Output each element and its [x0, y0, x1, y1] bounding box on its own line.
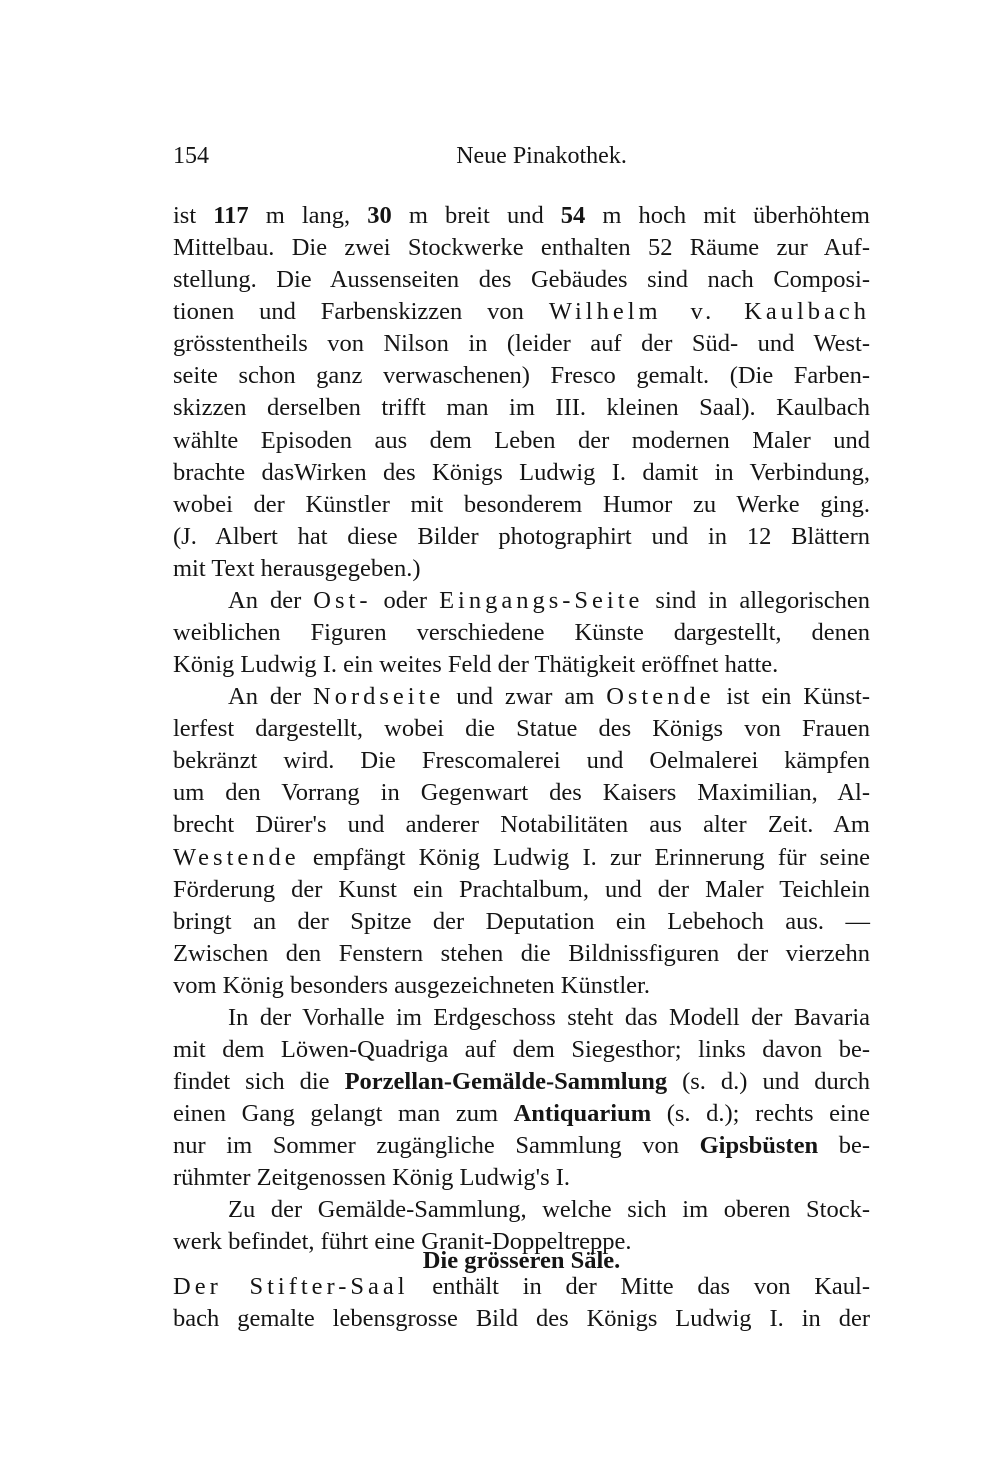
- text-line: [173, 488, 870, 521]
- text-run: mit dem Löwen-Quadriga auf dem Siegesthor; links davon be-: [173, 1036, 870, 1063]
- text-run: Zu der Gemälde-Sammlung, welche sich im oberen Stock-: [228, 1196, 870, 1223]
- text-run: m breit und: [391, 202, 561, 229]
- text-line: [173, 1033, 870, 1066]
- text-run: werk befindet, führt eine Granit-Doppeltreppe.: [173, 1228, 632, 1255]
- text-run: brecht Dürer's und anderer Notabilitäten aus alter Zeit. Am: [173, 811, 870, 838]
- text-line: [173, 295, 870, 328]
- text-run: lerfest dargestellt, wobei die Statue des Königs von Frauen: [173, 715, 870, 742]
- text-run: ist ein Künst-: [714, 683, 870, 710]
- text-line: [173, 1065, 870, 1098]
- text-run: skizzen derselben trifft man im III. kleinen Saal). Kaulbach: [173, 394, 870, 421]
- text-line: [173, 231, 870, 264]
- bold-term: 30: [367, 202, 392, 229]
- text-run: rühmter Zeitgenossen König Ludwig's I.: [173, 1164, 571, 1191]
- bold-term: Antiquarium: [513, 1100, 652, 1127]
- text-run: In der Vorhalle im Erdgeschoss steht das Modell der Bavaria: [228, 1004, 870, 1031]
- text-run: nur im Sommer zugängliche Sammlung von: [173, 1132, 700, 1159]
- text-run: oder: [371, 587, 440, 614]
- text-line: [173, 327, 870, 360]
- text-run: ist: [173, 202, 214, 229]
- text-line: [173, 1270, 870, 1303]
- text-line: [228, 584, 870, 617]
- text-run: grösstentheils von Nilson in (leider auf der Süd- und West-: [173, 330, 870, 357]
- running-title: Neue Pinakothek.: [456, 143, 627, 169]
- text-run: tionen und Farbenskizzen von: [173, 298, 549, 325]
- text-line: [173, 937, 870, 970]
- text-run: Mittelbau. Die zwei Stockwerke enthalten 52 Räume zur Auf-: [173, 234, 870, 261]
- spaced-term: Ostende: [606, 683, 715, 710]
- bold-term: 117: [213, 202, 249, 229]
- text-line: [228, 1001, 870, 1034]
- text-run: vom König besonders ausgezeichneten Künstler.: [173, 972, 650, 999]
- text-run: stellung. Die Aussenseiten des Gebäudes sind nach Composi-: [173, 266, 870, 293]
- spaced-term: Eingangs-Seite: [439, 587, 644, 614]
- text-run: brachte dasWirken des Königs Ludwig I. damit in Verbindung,: [173, 459, 870, 486]
- text-line: [173, 424, 870, 457]
- text-run: findet sich die: [173, 1068, 345, 1095]
- text-line: [173, 1302, 870, 1335]
- page-number: 154: [173, 143, 209, 169]
- text-line: [173, 776, 870, 809]
- text-line: [173, 873, 870, 906]
- text-line: [173, 969, 870, 1002]
- text-run: Förderung der Kunst ein Prachtalbum, und der Maler Teichlein: [173, 876, 870, 903]
- text-line: [173, 648, 870, 681]
- text-run: An der: [228, 587, 314, 614]
- text-run: (s. d.); rechts eine: [651, 1100, 870, 1127]
- spaced-term: Der Stifter-Saal: [173, 1273, 409, 1300]
- text-run: (J. Albert hat diese Bilder photographirt und in 12 Blättern: [173, 523, 870, 550]
- bold-term: Die grösseren Säle.: [422, 1247, 621, 1274]
- text-run: mit Text herausgegeben.): [173, 555, 421, 582]
- text-run: (s. d.) und durch: [667, 1068, 871, 1095]
- text-run: seite schon ganz verwaschenen) Fresco gemalt. (Die Farben-: [173, 362, 870, 389]
- spaced-term: Wilhelm v. Kaulbach: [548, 298, 870, 325]
- text-line: [173, 808, 870, 841]
- text-run: An der: [228, 683, 314, 710]
- text-run: weiblichen Figuren verschiedene Künste dargestellt, denen: [173, 619, 870, 646]
- text-line: [173, 1097, 870, 1130]
- text-line: [228, 1193, 870, 1226]
- text-run: m hoch mit überhöhtem: [585, 202, 870, 229]
- text-line: [173, 905, 870, 938]
- text-line: [173, 520, 870, 553]
- text-line: [173, 263, 870, 296]
- text-run: Zwischen den Fenstern stehen die Bildnissfiguren der vierzehn: [173, 940, 870, 967]
- text-run: einen Gang gelangt man zum: [173, 1100, 514, 1127]
- bold-term: Gipsbüsten: [699, 1132, 819, 1159]
- text-run: wobei der Künstler mit besonderem Humor zu Werke ging.: [173, 491, 870, 518]
- spaced-term: Nordseite: [313, 683, 445, 710]
- bold-term: 54: [560, 202, 586, 229]
- text-run: um den Vorrang in Gegenwart des Kaisers Maximilian, Al-: [173, 779, 870, 806]
- text-line: [173, 456, 870, 489]
- text-run: sind in allegorischen: [643, 587, 870, 614]
- text-run: bringt an der Spitze der Deputation ein Lebehoch aus. —: [173, 908, 870, 935]
- text-run: bach gemalte lebensgrosse Bild des Königs Ludwig I. in der: [173, 1305, 870, 1332]
- text-line: [173, 744, 870, 777]
- text-run: enthält in der Mitte das von Kaul-: [408, 1273, 870, 1300]
- page-header: [173, 138, 870, 174]
- text-run: und zwar am: [444, 683, 607, 710]
- text-line: [173, 616, 870, 649]
- text-line: [228, 680, 870, 713]
- spaced-term: Westende: [173, 844, 300, 871]
- text-line: [173, 1161, 870, 1194]
- text-line: [173, 1129, 870, 1162]
- text-run: empfängt König Ludwig I. zur Erinnerung für seine: [299, 844, 870, 871]
- text-line: [173, 391, 870, 424]
- text-run: wählte Episoden aus dem Leben der modernen Maler und: [173, 427, 870, 454]
- text-line: [173, 199, 870, 232]
- text-line: [173, 359, 870, 392]
- text-run: bekränzt wird. Die Frescomalerei und Oelmalerei kämpfen: [173, 747, 870, 774]
- text-line: [173, 712, 870, 745]
- text-line: [173, 552, 870, 585]
- bold-term: Porzellan-Gemälde-Sammlung: [344, 1068, 668, 1095]
- spaced-term: Ost-: [313, 587, 372, 614]
- text-line: [173, 841, 870, 874]
- text-run: m lang,: [248, 202, 368, 229]
- text-run: König Ludwig I. ein weites Feld der Thätigkeit eröffnet hatte.: [173, 651, 779, 678]
- text-run: be-: [818, 1132, 870, 1159]
